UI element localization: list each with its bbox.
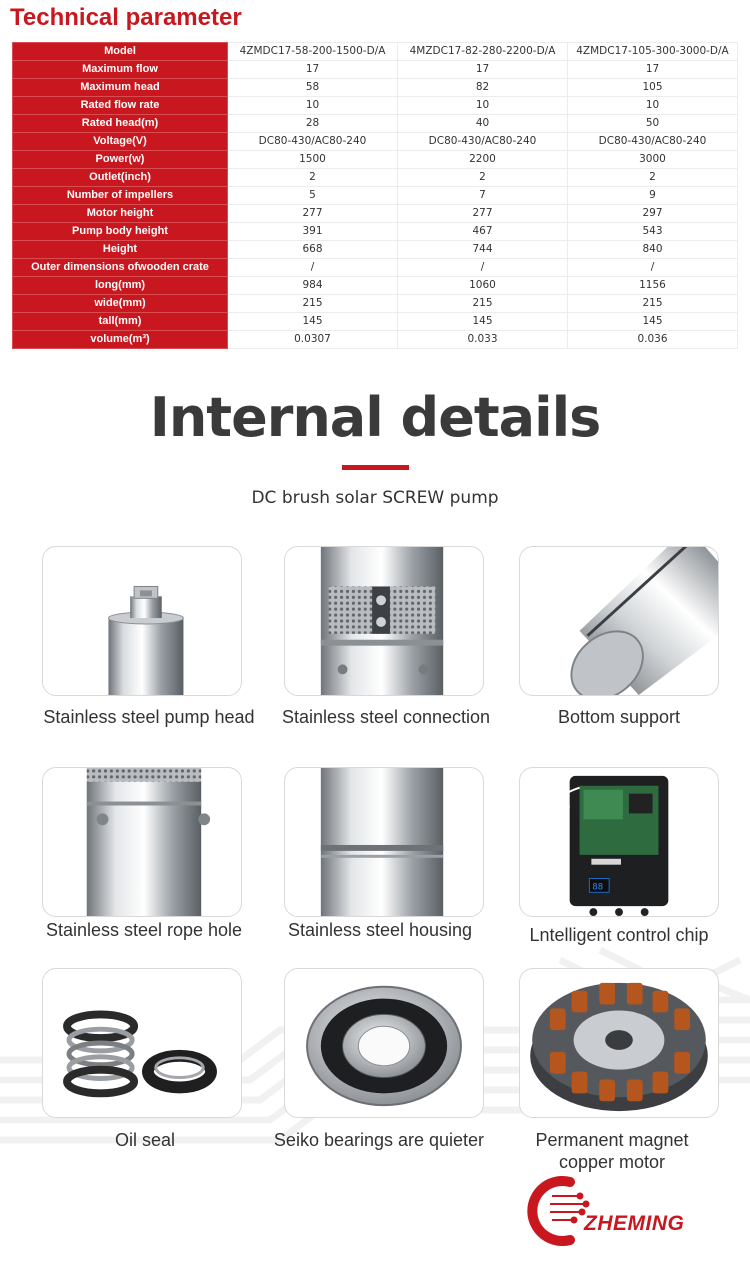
- row-value: 10: [398, 97, 568, 115]
- section-title: Internal details: [149, 386, 601, 449]
- rope-hole-icon: [43, 768, 241, 916]
- table-row: [13, 205, 738, 223]
- connection-icon: [285, 547, 483, 695]
- row-label: Pump body height: [13, 223, 228, 241]
- bearing-caption: Seiko bearings are quieter: [273, 1130, 485, 1150]
- row-value: 9: [568, 187, 738, 205]
- motor-caption-line1: Permanent magnet: [535, 1130, 689, 1150]
- rope-hole-caption: Stainless steel rope hole: [45, 920, 243, 940]
- row-label: tall(mm): [13, 313, 228, 331]
- row-value: 50: [568, 115, 738, 133]
- row-value: DC80-430/AC80-240: [228, 133, 398, 151]
- title-underline: [342, 465, 409, 470]
- table-row: [13, 61, 738, 79]
- row-label: Maximum head: [13, 79, 228, 97]
- row-value: 105: [568, 79, 738, 97]
- row-label: Outer dimensions ofwooden crate: [13, 259, 228, 277]
- pump-head-caption: Stainless steel pump head: [43, 707, 255, 727]
- row-value: 543: [568, 223, 738, 241]
- row-value: 10: [228, 97, 398, 115]
- row-value: 58: [228, 79, 398, 97]
- connection-card: [284, 546, 484, 696]
- row-value: 17: [568, 61, 738, 79]
- pump-head-icon: [43, 547, 241, 695]
- row-value: 0.036: [568, 331, 738, 349]
- row-label: wide(mm): [13, 295, 228, 313]
- row-value: 215: [228, 295, 398, 313]
- row-value: DC80-430/AC80-240: [398, 133, 568, 151]
- table-row: [13, 133, 738, 151]
- table-header-row: [13, 43, 738, 61]
- brand-name: ZHEMING: [584, 1212, 685, 1235]
- row-value: 297: [568, 205, 738, 223]
- model-name: 4MZDC17-82-280-2200-D/A: [398, 43, 568, 61]
- row-value: 145: [398, 313, 568, 331]
- parameter-table: [12, 42, 738, 349]
- row-value: 1156: [568, 277, 738, 295]
- row-value: 668: [228, 241, 398, 259]
- table-row: [13, 169, 738, 187]
- row-value: 391: [228, 223, 398, 241]
- row-value: 2: [568, 169, 738, 187]
- row-label: Rated flow rate: [13, 97, 228, 115]
- housing-card: [284, 767, 484, 917]
- bearing-icon: [285, 969, 483, 1117]
- row-value: 10: [568, 97, 738, 115]
- motor-card: [519, 968, 719, 1118]
- svg-text:88: 88: [592, 882, 604, 893]
- pump-head-card: [42, 546, 242, 696]
- rope-hole-card: [42, 767, 242, 917]
- row-value: DC80-430/AC80-240: [568, 133, 738, 151]
- row-value: 145: [228, 313, 398, 331]
- row-value: /: [568, 259, 738, 277]
- row-label: long(mm): [13, 277, 228, 295]
- row-value: /: [228, 259, 398, 277]
- control-chip-icon: [520, 768, 718, 916]
- row-value: /: [398, 259, 568, 277]
- row-label: Maximum flow: [13, 61, 228, 79]
- table-row: [13, 277, 738, 295]
- row-label: Number of impellers: [13, 187, 228, 205]
- table-row: [13, 223, 738, 241]
- bottom-support-card: [519, 546, 719, 696]
- row-value: 5: [228, 187, 398, 205]
- row-value: 17: [228, 61, 398, 79]
- row-label: Voltage(V): [13, 133, 228, 151]
- control-chip-caption: Lntelligent control chip: [529, 925, 709, 945]
- row-value: 1060: [398, 277, 568, 295]
- row-value: 2: [228, 169, 398, 187]
- table-row: [13, 241, 738, 259]
- connection-caption: Stainless steel connection: [281, 707, 491, 727]
- table-row: [13, 115, 738, 133]
- row-value: 215: [568, 295, 738, 313]
- row-label: Motor height: [13, 205, 228, 223]
- row-value: 82: [398, 79, 568, 97]
- row-value: 3000: [568, 151, 738, 169]
- model-name: 4ZMDC17-105-300-3000-D/A: [568, 43, 738, 61]
- motor-icon: [520, 969, 718, 1117]
- motor-caption-line2: copper motor: [558, 1152, 666, 1172]
- header-label: Model: [13, 43, 228, 61]
- row-label: Height: [13, 241, 228, 259]
- row-value: 277: [398, 205, 568, 223]
- row-label: volume(m³): [13, 331, 228, 349]
- row-value: 467: [398, 223, 568, 241]
- row-value: 28: [228, 115, 398, 133]
- table-row: [13, 187, 738, 205]
- table-row: [13, 295, 738, 313]
- oil-seal-card: [42, 968, 242, 1118]
- row-value: 0.033: [398, 331, 568, 349]
- row-label: Outlet(inch): [13, 169, 228, 187]
- row-label: Rated head(m): [13, 115, 228, 133]
- row-value: 0.0307: [228, 331, 398, 349]
- housing-icon: [285, 768, 483, 916]
- table-row: [13, 259, 738, 277]
- table-row: [13, 151, 738, 169]
- bottom-support-caption: Bottom support: [557, 707, 681, 727]
- row-value: 2200: [398, 151, 568, 169]
- oil-seal-caption: Oil seal: [114, 1130, 176, 1150]
- row-value: 215: [398, 295, 568, 313]
- section-subtitle: DC brush solar SCREW pump: [251, 488, 499, 508]
- technical-parameter-title: Technical parameter: [10, 4, 242, 31]
- row-value: 840: [568, 241, 738, 259]
- control-chip-card: [519, 767, 719, 917]
- row-value: 145: [568, 313, 738, 331]
- row-value: 7: [398, 187, 568, 205]
- row-value: 277: [228, 205, 398, 223]
- table-row: [13, 79, 738, 97]
- table-row: [13, 97, 738, 115]
- row-value: 984: [228, 277, 398, 295]
- row-value: 2: [398, 169, 568, 187]
- row-value: 40: [398, 115, 568, 133]
- table-row: [13, 313, 738, 331]
- model-name: 4ZMDC17-58-200-1500-D/A: [228, 43, 398, 61]
- bearing-card: [284, 968, 484, 1118]
- row-label: Power(w): [13, 151, 228, 169]
- table-row: [13, 331, 738, 349]
- oil-seal-icon: [43, 969, 241, 1117]
- housing-caption: Stainless steel housing: [287, 920, 473, 940]
- row-value: 17: [398, 61, 568, 79]
- row-value: 744: [398, 241, 568, 259]
- row-value: 1500: [228, 151, 398, 169]
- bottom-support-icon: [520, 547, 718, 695]
